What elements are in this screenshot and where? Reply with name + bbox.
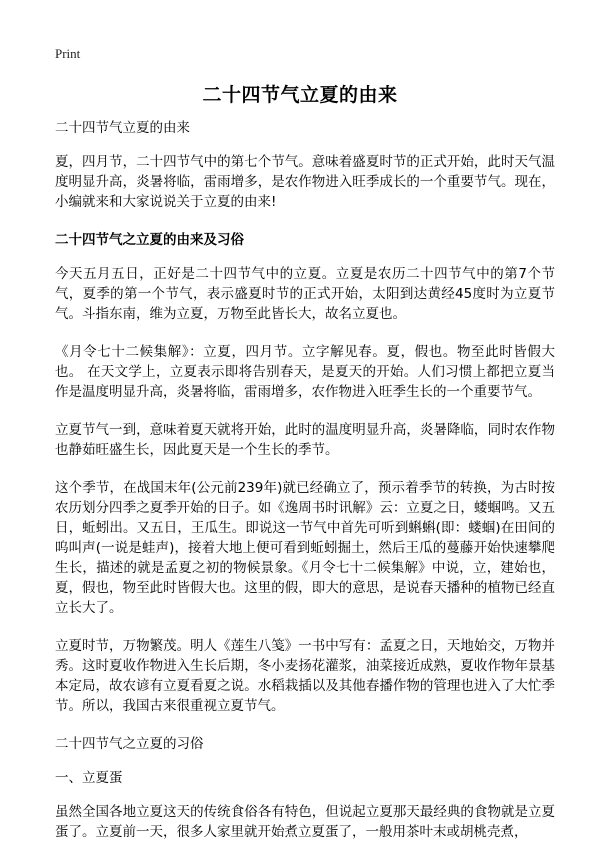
- paragraph-5: 立夏时节，万物繁茂。明人《莲生八笺》一书中写有：孟夏之日，天地始交，万物并秀。这时夏收作物进入生长后期，冬小麦扬花灌浆，油菜接近成熟，夏收作物年景基本定局，故农谚有立夏看夏之说。水稻栽插以及其他春播作物的管理也进入了大忙季节。所以，我国古来很重视立夏节气。: [55, 638, 555, 714]
- paragraph-eggs: 虽然全国各地立夏这天的传统食俗各有特色，但说起立夏那天最经典的食物就是立夏蛋了。立夏前一天，很多人家里就开始煮立夏蛋了，一般用茶叶末或胡桃壳煮，: [55, 804, 555, 840]
- article-body: [55, 118, 555, 860]
- section-heading-origin: 二十四节气之立夏的由来及习俗: [55, 232, 244, 248]
- article-subtitle: 二十四节气立夏的由来: [55, 120, 190, 136]
- paragraph-1: 今天五月五日，正好是二十四节气中的立夏。立夏是农历二十四节气中的第7个节气，夏季的第一个节气，表示盛夏时节的正式开始，太阳到达黄经45度时为立夏节气。斗指东南，维为立夏，万物至此皆长大，故名立夏也。: [55, 266, 555, 322]
- print-link[interactable]: Print: [55, 46, 81, 61]
- page-title: 二十四节气立夏的由来: [202, 84, 398, 106]
- subsection-heading-eggs: 一、立夏蛋: [55, 770, 123, 786]
- paragraph-2: 《月令七十二候集解》：立夏，四月节。立字解见春。夏，假也。物至此时皆假大也。 在天文学上，立夏表示即将告别春天，是夏天的开始。人们习惯上都把立夏当作是温度明显升高，炎暑将临，雷雨增多，农作物进入旺季生长的一个重要节气。: [55, 344, 555, 400]
- intro-paragraph: 夏，四月节，二十四节气中的第七个节气。意味着盛夏时节的正式开始，此时天气温度明显升高，炎暑将临，雷雨增多，是农作物进入旺季成长的一个重要节气。现在，小编就来和大家说说关于立夏的由来!: [55, 154, 555, 210]
- section-heading-customs: 二十四节气之立夏的习俗: [55, 736, 204, 752]
- paragraph-3: 立夏节气一到，意味着夏天就将开始，此时的温度明显升高，炎暑降临，同时农作物也静茹旺盛生长，因此夏天是一个生长的季节。: [55, 422, 555, 458]
- paragraph-4: 这个季节，在战国末年(公元前239年)就已经确立了，预示着季节的转换，为古时按农历划分四季之夏季开始的日子。如《逸周书时讯解》云：立夏之日，蝼蝈鸣。又五日，蚯蚓出。又五日，王瓜生。即说这一节气中首先可听到蝌蝌(即：蝼蝈)在田间的呜叫声(一说是蛙声)，接着大地上便可看到蚯蚓掘土，然后王瓜的蔓藤开始快速攀爬生长，描述的就是孟夏之初的物候景象。《月令七十二候集解》中说，立，建始也，夏，假也，物至此时皆假大也。这里的假，即大的意思，是说春天播种的植物已经直立长大了。: [55, 480, 555, 616]
